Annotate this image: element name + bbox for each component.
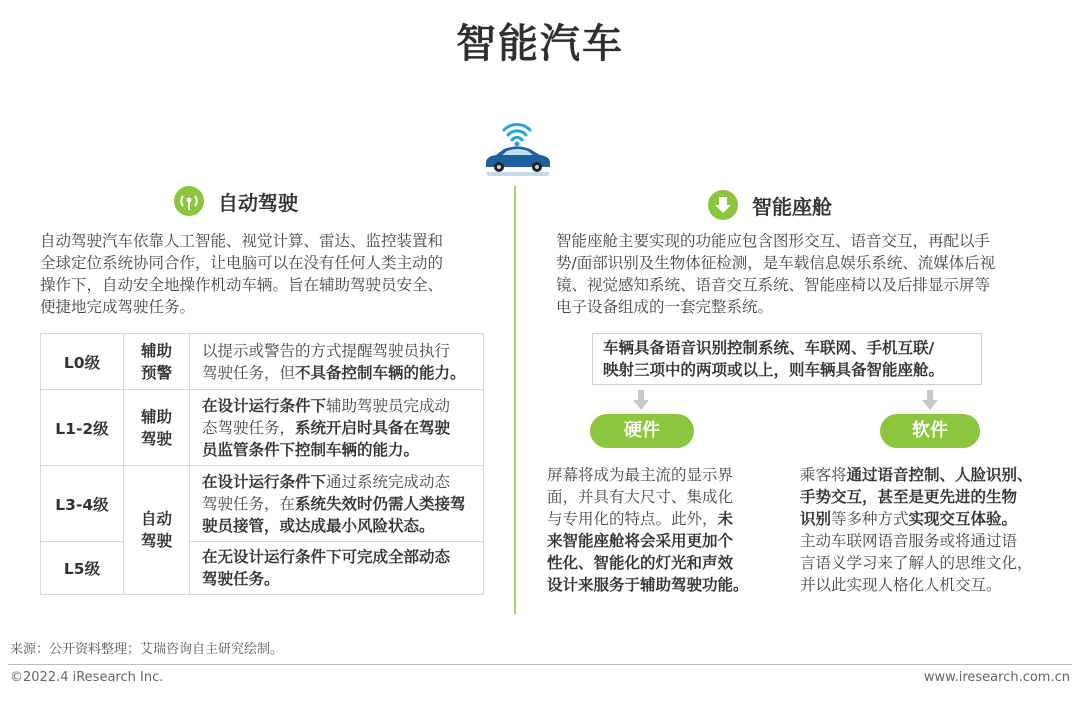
text-line: 主动车联网语音服务或将通过语 xyxy=(800,532,1018,550)
text-span: 驾驶任务，在 xyxy=(202,494,296,513)
arrow-down-icon xyxy=(922,390,938,410)
bold-text: 员监管条件下控制车辆的能力。 xyxy=(202,440,420,459)
bold-text: 在设计运行条件下 xyxy=(202,396,327,415)
software-label: 软件 xyxy=(880,414,980,448)
level-cell: L0级 xyxy=(41,334,124,390)
bold-text: 未 xyxy=(717,510,734,528)
criteria-line: 映射三项中的两项或以上，则车辆具备智能座舱。 xyxy=(603,361,945,379)
bold-text: 在无设计运行条件下可完成全部动态 xyxy=(202,548,451,566)
description-cell xyxy=(190,334,484,390)
autonomous-driving-heading xyxy=(174,186,298,216)
bold-text: 性化、智能化的灯光和声效 xyxy=(547,554,734,572)
intro-line: 智能座舱主要实现的功能应包含图形交互、语音交互，再配以手 xyxy=(556,232,991,250)
website-link[interactable]: www.iresearch.com.cn xyxy=(923,670,1070,685)
text-line: 面，并具有大尺寸、集成化 xyxy=(547,488,734,506)
intro-line: 镜、视觉感知系统、语音交互系统、智能座椅以及后排显示屏等 xyxy=(556,276,991,294)
bold-text: 手势交互，甚至是更先进的生物 xyxy=(800,488,1018,506)
center-divider xyxy=(514,186,516,614)
description-line xyxy=(202,471,473,493)
intro-line: 电子设备组成的一套完整系统。 xyxy=(556,298,774,316)
text-line xyxy=(800,464,1033,486)
level-cell: L1-2级 xyxy=(41,390,124,466)
bold-text: 来智能座舱将会采用更加个 xyxy=(547,532,734,550)
arrow-down-icon xyxy=(633,390,649,410)
text-span: 乘客将 xyxy=(800,466,847,484)
intro-line: 全球定位系统协同合作，让电脑可以在没有任何人类主动的 xyxy=(40,254,444,272)
bold-text: 识别 xyxy=(800,510,832,528)
text-line: 并以此实现人格化人机交互。 xyxy=(800,576,1002,594)
category-line: 辅助 xyxy=(140,407,172,426)
text-line xyxy=(547,530,749,552)
driving-levels-table xyxy=(40,333,484,595)
bold-text: 系统失效时仍需人类接驾 xyxy=(295,494,466,513)
description-cell xyxy=(190,466,484,542)
bold-text: 驾驶任务。 xyxy=(202,570,280,588)
source-note: 来源：公开资料整理；艾瑞咨询自主研究绘制。 xyxy=(10,642,284,657)
bold-text: 驶员接管，或达成最小风险状态。 xyxy=(202,516,435,535)
table-row xyxy=(41,390,484,466)
smart-cockpit-heading xyxy=(708,190,832,220)
page-title: 智能汽车 xyxy=(456,21,624,67)
table-row xyxy=(41,466,484,542)
level-cell: L3-4级 xyxy=(41,466,124,542)
hardware-label: 硬件 xyxy=(590,414,694,448)
bold-text: 设计来服务于辅助驾驶功能。 xyxy=(547,576,749,594)
description-line xyxy=(202,395,473,417)
smart-cockpit-intro xyxy=(556,230,995,318)
table-row xyxy=(41,542,484,595)
text-line xyxy=(547,574,749,596)
connected-car-icon xyxy=(478,116,556,182)
category-cell xyxy=(124,466,190,595)
intro-line: 操作下，自动安全地操作机动车辆。旨在辅助驾驶员安全、 xyxy=(40,276,444,294)
description-line: 以提示或警告的方式提醒驾驶员执行 xyxy=(202,341,451,360)
description-line xyxy=(202,439,473,461)
text-span: 态驾驶任务， xyxy=(202,418,296,437)
bold-text: 不具备控制车辆的能力。 xyxy=(295,363,466,382)
description-line xyxy=(202,417,473,439)
section-title: 自动驾驶 xyxy=(218,190,298,215)
software-description xyxy=(800,464,1033,596)
table-row xyxy=(41,334,484,390)
category-line: 预警 xyxy=(140,363,172,382)
category-cell xyxy=(124,390,190,466)
description-line xyxy=(202,515,473,537)
text-span: 驾驶任务，但 xyxy=(202,363,296,382)
hardware-description xyxy=(547,464,749,596)
category-cell xyxy=(124,334,190,390)
criteria-line: 车辆具备语音识别控制系统、车联网、手机互联/ xyxy=(603,339,935,357)
category-line: 自动 xyxy=(140,510,172,528)
description-line xyxy=(202,362,473,384)
text-span: 等多种方式 xyxy=(831,510,909,528)
section-title: 智能座舱 xyxy=(752,194,832,219)
text-line xyxy=(547,552,749,574)
level-cell: L5级 xyxy=(41,542,124,595)
text-span: 与专用化的特点。此外， xyxy=(547,510,718,528)
intro-line: 自动驾驶汽车依靠人工智能、视觉计算、雷达、监控装置和 xyxy=(40,232,444,250)
text-line: 屏幕将成为最主流的显示界 xyxy=(547,466,734,484)
description-cell xyxy=(190,390,484,466)
cockpit-arrow-icon xyxy=(708,190,738,220)
text-line xyxy=(800,486,1033,508)
category-line: 辅助 xyxy=(140,341,172,360)
bold-text: 在设计运行条件下 xyxy=(202,472,327,491)
bold-text: 通过语音控制、人脸识别、 xyxy=(846,466,1033,484)
bold-text: 系统开启时具备在驾驶 xyxy=(295,418,451,437)
copyright: ©2022.4 iResearch Inc. xyxy=(10,670,164,685)
cockpit-criteria-box xyxy=(592,333,982,385)
text-line xyxy=(547,508,749,530)
text-line: 言语义学习来了解人的思维文化， xyxy=(800,554,1033,572)
description-line xyxy=(202,546,473,568)
description-line xyxy=(202,493,473,515)
text-line xyxy=(800,508,1033,530)
signal-antenna-icon xyxy=(174,186,204,216)
category-line: 驾驶 xyxy=(140,532,172,550)
text-span: 辅助驾驶员完成动 xyxy=(326,396,451,415)
footer-divider xyxy=(8,664,1072,665)
intro-line: 便捷地完成驾驶任务。 xyxy=(40,298,196,316)
description-cell xyxy=(190,542,484,595)
category-line: 驾驶 xyxy=(140,429,172,448)
bold-text: 实现交互体验。 xyxy=(908,510,1018,528)
text-span: 通过系统完成动态 xyxy=(326,472,451,491)
description-line xyxy=(202,568,473,590)
intro-line: 势/面部识别及生物体征检测，是车载信息娱乐系统、流媒体后视 xyxy=(556,254,996,272)
autonomous-driving-intro xyxy=(40,230,443,318)
